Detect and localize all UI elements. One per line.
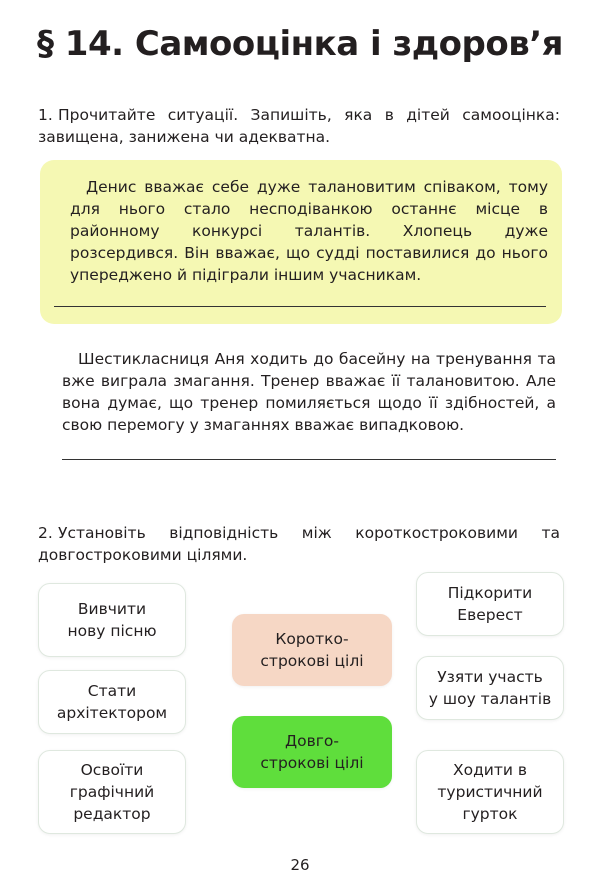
answer-line-1[interactable] [54,306,546,307]
task-2-text: Установіть відповідність між короткостроковими та довгостроковими цілями. [38,524,560,564]
page-title: § 14. Самооцінка і здоров’я [36,24,564,64]
goal-climb-everest[interactable]: Підкорити Еверест [416,572,564,636]
task-1-instruction [38,104,560,148]
situation-1-card [40,160,562,324]
short-term-goals-card[interactable]: Коротко- строкові цілі [232,614,392,686]
goal-learn-song[interactable]: Вивчити нову пісню [38,583,186,657]
task-2-number: 2. [38,524,53,542]
situation-2-text: Шестикласниця Аня ходить до басейну на тренування та вже виграла змагання. Тренер вважає її талановитою. Але вона думає, що тренер помиляється щодо її здібностей, а свою перемогу у змаганнях вважає випадковою. [62,350,556,434]
long-term-goals-card[interactable]: Довго- строкові цілі [232,716,392,788]
goal-talent-show[interactable]: Узяти участь у шоу талантів [416,656,564,720]
task-2-instruction [38,522,560,566]
goal-hiking-club[interactable]: Ходити в туристичний гурток [416,750,564,834]
page-number: 26 [290,856,310,874]
answer-line-2[interactable] [62,459,556,460]
situation-1-text: Денис вважає себе дуже талановитим співаком, тому для нього стало несподіванкою останнє місце в районному конкурсі талантів. Хлопець дуже розсердився. Він вважає, що судді поставилися до нього упереджено й підіграли іншим учасникам. [70,178,548,284]
task-1-number: 1. [38,106,53,124]
goal-become-architect[interactable]: Стати архітектором [38,670,186,734]
goal-learn-graphics-editor[interactable]: Освоїти графічний редактор [38,750,186,834]
task-1-text: Прочитайте ситуації. Запишіть, яка в дітей самооцінка: завищена, занижена чи адекватна. [38,106,560,146]
